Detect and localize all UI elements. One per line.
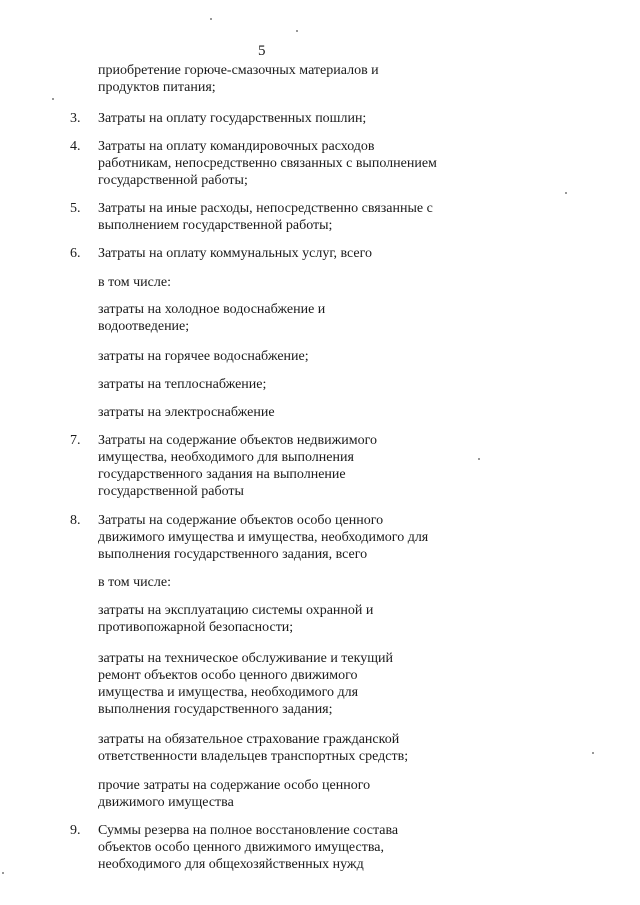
scan-speck (210, 18, 212, 20)
including-label: в том числе: (98, 275, 171, 290)
sub-line: затраты на холодное водоснабжение и водоотведение; (98, 302, 326, 334)
sub-line: затраты на теплоснабжение; (98, 377, 267, 392)
sub-line: затраты на обязательное страхование гражданской ответственности владельцев транспортных средств; (98, 732, 409, 764)
scan-speck (2, 872, 4, 874)
scan-speck (565, 192, 567, 194)
item-text: Затраты на иные расходы, непосредственно связанные с выполнением государственной работы; (98, 201, 433, 233)
sub-line: затраты на техническое обслуживание и текущий ремонт объектов особо ценного движимого имущества и имущества, необходимого для выполнения государственного задания; (98, 651, 394, 717)
scan-speck (296, 30, 298, 32)
sub-line: затраты на электроснабжение (98, 405, 275, 420)
item-number: 8. (70, 513, 81, 528)
item-number: 3. (70, 111, 81, 126)
item-number: 9. (70, 823, 81, 838)
item-number: 6. (70, 246, 81, 261)
page-number: 5 (258, 43, 266, 59)
item-number: 5. (70, 201, 81, 216)
item-text: Суммы резерва на полное восстановление состава объектов особо ценного движимого имущества, необходимого для общехозяйственных нужд (98, 823, 399, 872)
item-number: 7. (70, 433, 81, 448)
item-text: Затраты на оплату государственных пошлин; (98, 111, 367, 126)
scan-speck (478, 458, 480, 460)
item-text: Затраты на оплату командировочных расходов работникам, непосредственно связанных с выполнением государственной работы; (98, 139, 437, 188)
scan-speck (592, 752, 594, 754)
item-number: 4. (70, 139, 81, 154)
including-label: в том числе: (98, 575, 171, 590)
sub-line: затраты на эксплуатацию системы охранной и противопожарной безопасности; (98, 603, 374, 635)
item-text: Затраты на оплату коммунальных услуг, всего (98, 246, 373, 261)
scan-speck (52, 98, 54, 100)
continuation-text: приобретение горюче-смазочных материалов и продуктов питания; (98, 63, 379, 95)
sub-line: затраты на горячее водоснабжение; (98, 349, 309, 364)
sub-line: прочие затраты на содержание особо ценного движимого имущества (98, 778, 371, 810)
item-text: Затраты на содержание объектов недвижимого имущества, необходимого для выполнения государственного задания на выполнение государственной работы (98, 433, 378, 499)
item-text: Затраты на содержание объектов особо ценного движимого имущества и имущества, необходимого для выполнения государственного задания, всего (98, 513, 429, 562)
